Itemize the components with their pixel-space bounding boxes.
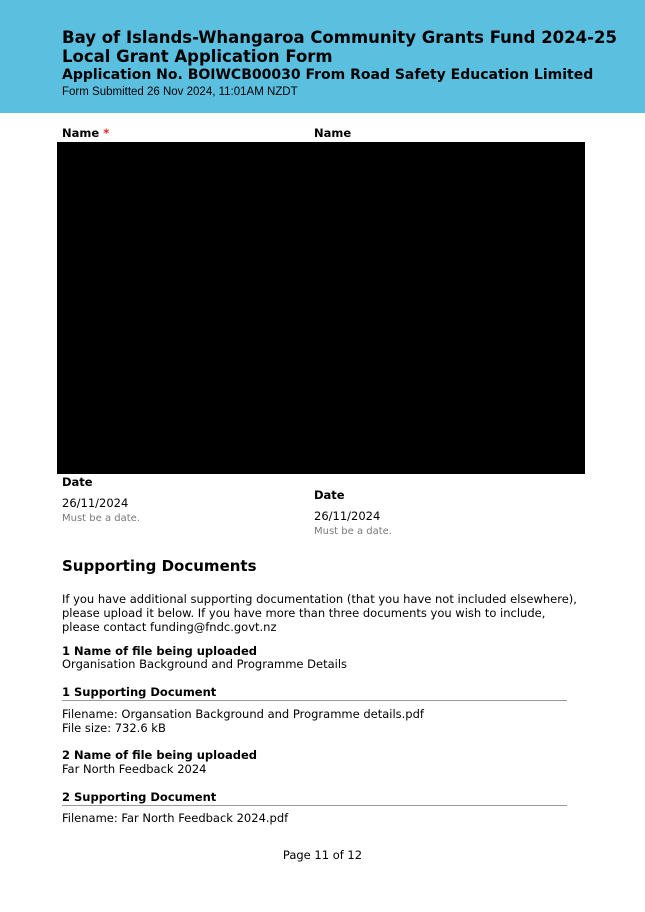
left-name-label bbox=[62, 126, 109, 140]
left-date-hint: Must be a date. bbox=[62, 513, 140, 524]
form-title-line1: Bay of Islands-Whangaroa Community Grants Fund 2024-25 bbox=[62, 28, 617, 47]
right-date-hint: Must be a date. bbox=[314, 526, 392, 537]
application-number: Application No. BOIWCB00030 From Road Safety Education Limited bbox=[62, 67, 594, 83]
left-date-value: 26/11/2024 bbox=[62, 496, 129, 510]
submitted-timestamp: Form Submitted 26 Nov 2024, 11:01AM NZDT bbox=[62, 86, 298, 98]
file1-filename: Filename: Organsation Background and Programme details.pdf bbox=[62, 707, 424, 721]
form-header bbox=[0, 0, 645, 113]
supporting-intro: If you have additional supporting documentation (that you have not included elsewhere), please upload it below. If you have more than three documents you wish to include, please contact funding@fndc.govt.nz bbox=[62, 592, 577, 634]
page-number: Page 11 of 12 bbox=[282, 848, 363, 862]
file1-name-value: Organisation Background and Programme Details bbox=[62, 657, 348, 671]
form-title-line2: Local Grant Application Form bbox=[62, 47, 333, 66]
divider bbox=[62, 700, 567, 701]
divider bbox=[62, 805, 567, 806]
file2-filename: Filename: Far North Feedback 2024.pdf bbox=[62, 811, 289, 825]
left-name-label-text: Name bbox=[62, 126, 100, 140]
right-date-value: 26/11/2024 bbox=[314, 509, 381, 523]
file1-name-label: 1 Name of file being uploaded bbox=[62, 644, 258, 658]
right-name-label: Name bbox=[314, 126, 352, 140]
redacted-signature-block bbox=[57, 142, 585, 474]
file1-doc-label: 1 Supporting Document bbox=[62, 685, 217, 699]
left-date-label: Date bbox=[62, 475, 93, 489]
file2-name-value: Far North Feedback 2024 bbox=[62, 762, 207, 776]
section-title-supporting-documents: Supporting Documents bbox=[62, 557, 257, 575]
required-marker: * bbox=[103, 126, 110, 140]
file2-doc-label: 2 Supporting Document bbox=[62, 790, 217, 804]
file2-name-label: 2 Name of file being uploaded bbox=[62, 748, 258, 762]
right-date-label: Date bbox=[314, 488, 345, 502]
file1-filesize: File size: 732.6 kB bbox=[62, 721, 166, 735]
